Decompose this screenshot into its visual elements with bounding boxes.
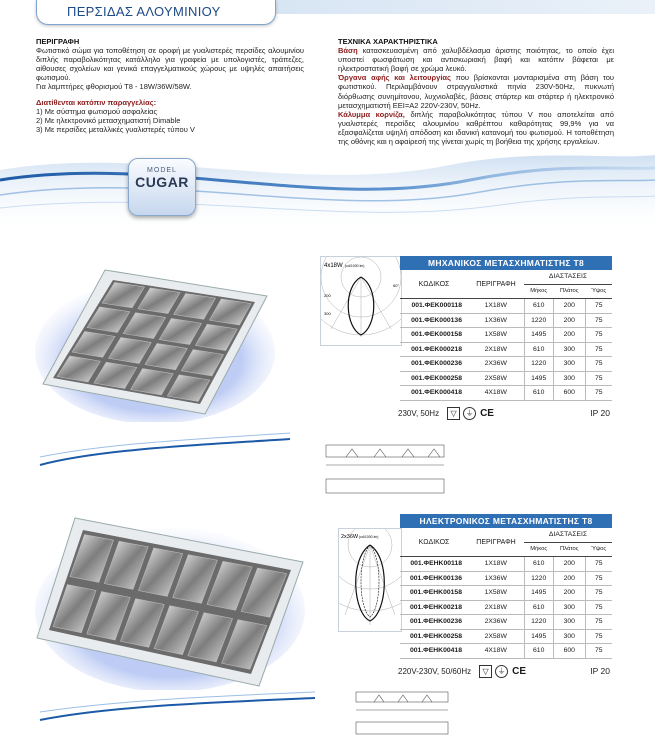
svg-text:200: 200 xyxy=(324,293,331,298)
cell-width: 300 xyxy=(553,342,585,357)
col-height: Ύψος xyxy=(585,542,612,557)
separator-line-1 xyxy=(0,425,300,470)
table-row xyxy=(400,586,612,601)
cell-width: 300 xyxy=(553,600,585,615)
cell-width: 300 xyxy=(553,357,585,372)
cell-desc: 1X58W xyxy=(468,586,524,601)
table-row xyxy=(400,629,612,644)
description-body: Φωτιστικό σώμα για τοποθέτηση σε οροφή με γυαλιστερές περσίδες αλουμινίου διπλής παραβολικότητας κατάλληλο για γραφεία με υπολογιστές, τράπεζες, αίθουσες σχολείων και γενικά επαγγελματικούς χώρους με υψηλές απαιτήσεις φωτισμού. xyxy=(36,46,304,83)
ce-mark: CE xyxy=(480,407,494,419)
cell-height: 75 xyxy=(585,571,612,586)
svg-text:60°: 60° xyxy=(393,283,400,288)
cell-desc: 2X36W xyxy=(468,357,524,372)
model-badge xyxy=(128,158,196,216)
page-title: ΠΕΡΣΙΔΑΣ ΑΛΟΥΜΙΝΙΟΥ xyxy=(36,0,276,25)
table-row xyxy=(400,299,612,314)
cell-desc: 2X18W xyxy=(468,342,524,357)
cell-length: 1220 xyxy=(524,615,553,630)
cell-desc: 1X36W xyxy=(468,313,524,328)
ground-icon: ⏚ xyxy=(463,407,476,420)
cell-code: 001.ΦΕΗΚ00118 xyxy=(400,557,468,572)
table-row xyxy=(400,557,612,572)
order-item: 3) Με περσίδες μεταλλικές γυαλιστερές τύπου V xyxy=(36,124,195,134)
table1 xyxy=(400,270,612,401)
table-row xyxy=(400,644,612,659)
ip-rating-2: IP 20 xyxy=(590,666,610,676)
technical-section xyxy=(338,37,614,146)
cell-length: 610 xyxy=(524,600,553,615)
orders-heading: Διατίθενται κατόπιν παραγγελίας: xyxy=(36,97,157,107)
cell-length: 1220 xyxy=(524,357,553,372)
col-dims: ΔΙΑΣΤΑΣΕΙΣ xyxy=(524,528,612,542)
cell-desc: 1X36W xyxy=(468,571,524,586)
cell-length: 1495 xyxy=(524,328,553,343)
col-code: ΚΩΔΙΚΟΣ xyxy=(400,270,468,299)
cell-length: 1220 xyxy=(524,313,553,328)
table-row xyxy=(400,342,612,357)
polar-label-1: 4x18W xyxy=(324,263,343,269)
col-desc: ΠΕΡΙΓΡΑΦΗ xyxy=(468,270,524,299)
cell-width: 200 xyxy=(553,313,585,328)
table-row xyxy=(400,615,612,630)
cell-code: 001.ΦΕΗΚ00418 xyxy=(400,644,468,659)
cell-desc: 2X36W xyxy=(468,615,524,630)
cell-code: 001.ΦΕΚ000136 xyxy=(400,313,468,328)
cell-code: 001.ΦΕΚ000258 xyxy=(400,371,468,386)
voltage-1: 230V, 50Hz xyxy=(398,408,440,418)
cell-desc: 2X58W xyxy=(468,629,524,644)
cell-width: 300 xyxy=(553,629,585,644)
cell-code: 001.ΦΕΚ000158 xyxy=(400,328,468,343)
cell-width: 200 xyxy=(553,328,585,343)
cell-height: 75 xyxy=(585,371,612,386)
cell-code: 001.ΦΕΚ000236 xyxy=(400,357,468,372)
col-width: Πλάτος xyxy=(553,542,585,557)
cell-length: 610 xyxy=(524,386,553,401)
cell-desc: 4X18W xyxy=(468,644,524,659)
separator-line-2 xyxy=(0,690,320,730)
cell-desc: 1X18W xyxy=(468,557,524,572)
cell-code: 001.ΦΕΚ000418 xyxy=(400,386,468,401)
cell-height: 75 xyxy=(585,313,612,328)
cell-height: 75 xyxy=(585,557,612,572)
cell-width: 300 xyxy=(553,371,585,386)
cell-length: 1495 xyxy=(524,586,553,601)
order-item: 2) Με ηλεκτρονικό μετασχηματιστή Dimable xyxy=(36,115,181,125)
cell-height: 75 xyxy=(585,386,612,401)
cell-height: 75 xyxy=(585,615,612,630)
cell-desc: 4X18W xyxy=(468,386,524,401)
decorative-wave xyxy=(0,140,655,235)
dimension-drawing-2 xyxy=(346,686,456,737)
order-item: 1) Με σύστημα φωτισμού ασφαλείας xyxy=(36,106,158,116)
cell-height: 75 xyxy=(585,600,612,615)
class-ii-icon: ▽ xyxy=(479,665,492,678)
table2-block xyxy=(400,514,612,678)
cell-length: 610 xyxy=(524,644,553,659)
table-row xyxy=(400,600,612,615)
polar-unit-2: (cd/1000 lm) xyxy=(359,535,379,539)
cell-height: 75 xyxy=(585,328,612,343)
cell-code: 001.ΦΕΗΚ00158 xyxy=(400,586,468,601)
cell-width: 200 xyxy=(553,571,585,586)
cell-desc: 2X58W xyxy=(468,371,524,386)
col-length: Μήκος xyxy=(524,542,553,557)
polar-diagram-1 xyxy=(320,256,402,346)
cell-length: 1220 xyxy=(524,571,553,586)
ce-mark: CE xyxy=(512,665,527,677)
luminaire-rectangular-image xyxy=(35,510,305,690)
cell-code: 001.ΦΕΚ000218 xyxy=(400,342,468,357)
luminaire-square-image xyxy=(35,262,275,422)
cell-length: 610 xyxy=(524,342,553,357)
table1-block xyxy=(400,256,612,420)
polar-label-2: 2x36W xyxy=(341,534,359,540)
cell-width: 600 xyxy=(553,644,585,659)
ip-rating-1: IP 20 xyxy=(590,408,610,418)
table2 xyxy=(400,528,612,659)
description-lamps: Για λαμπτήρες φθορισμού Τ8 - 18W/36W/58W. xyxy=(36,82,192,92)
cell-desc: 1X18W xyxy=(468,299,524,314)
svg-text:300: 300 xyxy=(324,311,331,316)
table-row xyxy=(400,386,612,401)
table-row xyxy=(400,328,612,343)
cell-width: 200 xyxy=(553,586,585,601)
cell-height: 75 xyxy=(585,629,612,644)
description-section xyxy=(36,37,304,134)
tech-label-base: Βάση xyxy=(338,46,358,56)
cell-code: 001.ΦΕΗΚ00236 xyxy=(400,615,468,630)
tech-label-cover: Κάλυμμα κορνίζα, xyxy=(338,109,405,119)
cell-width: 300 xyxy=(553,615,585,630)
tech-text-base: κατασκευασμένη από χαλυβδέλασμα άριστης ποιότητας, το οποίο έχει υποστεί φωσφάτωση και αντισκωριακή βαφή και κατόπιν βάφεται με ηλεκτροστατική βαφή σε χρώμα λευκό. xyxy=(338,46,614,74)
cell-height: 75 xyxy=(585,644,612,659)
ground-icon: ⏚ xyxy=(495,665,508,678)
cell-width: 200 xyxy=(553,557,585,572)
voltage-2: 220V-230V, 50/60Hz xyxy=(398,666,472,676)
table-row xyxy=(400,371,612,386)
table1-title: ΜΗΧΑΝΙΚΟΣ ΜΕΤΑΣΧΗΜΑΤΙΣΤΗΣ Τ8 xyxy=(400,256,612,270)
cell-desc: 2X18W xyxy=(468,600,524,615)
tech-text-cover: διπλής παραβολικότητας τύπου V που αποτελείται από γυαλιστερές περσίδες αλουμινίου καθρέπτου καθαρότητας 99,9% για να εξασφαλίζεται υψηλή απόδοση και ιδανική κατανομή του φωτισμού. Η τοποθέτηση της οθόνης και η αφαίρεσή της γίνεται χωρίς τη βοήθεια της χρήσης εργαλείων. xyxy=(338,109,614,147)
cell-code: 001.ΦΕΚ000118 xyxy=(400,299,468,314)
polar-diagram-2 xyxy=(338,528,402,632)
col-height: Ύψος xyxy=(585,284,612,299)
model-label: MODEL xyxy=(147,167,177,174)
table-row xyxy=(400,313,612,328)
cell-desc: 1X58W xyxy=(468,328,524,343)
tech-label-gear: Όργανα αφής και λειτουργίας xyxy=(338,73,451,83)
description-heading: ΠΕΡΙΓΡΑΦΗ xyxy=(36,37,80,46)
model-name: CUGAR xyxy=(135,174,189,190)
col-length: Μήκος xyxy=(524,284,553,299)
table-row xyxy=(400,571,612,586)
col-code: ΚΩΔΙΚΟΣ xyxy=(400,528,468,557)
cell-code: 001.ΦΕΗΚ00136 xyxy=(400,571,468,586)
cell-length: 610 xyxy=(524,557,553,572)
cell-code: 001.ΦΕΗΚ00258 xyxy=(400,629,468,644)
cell-height: 75 xyxy=(585,357,612,372)
class-ii-icon: ▽ xyxy=(447,407,460,420)
header-band xyxy=(240,0,655,14)
col-dims: ΔΙΑΣΤΑΣΕΙΣ xyxy=(524,270,612,284)
cell-width: 600 xyxy=(553,386,585,401)
tech-text-gear: που βρίσκονται μονταρισμένα στη βάση του φωτιστικού. Περιλαμβάνουν στραγγαλιστικά πηνία 230V-50Hz, πυκνωτή διόρθωσης συνημίτονου, λυχνιολαβές, βάσεις στάρτερ και στάρτερ ή ηλεκτρονικό μετασχηματιστή ΕΕΙ=Α2 220V-230V, 50Hz. xyxy=(338,73,614,110)
technical-heading: ΤΕΧΝΙΚΑ ΧΑΡΑΚΤΗΡΙΣΤΙΚΑ xyxy=(338,37,438,46)
cell-height: 75 xyxy=(585,299,612,314)
cell-length: 610 xyxy=(524,299,553,314)
polar-unit-1: (cd/1000 lm) xyxy=(345,264,365,268)
dimension-drawing-1 xyxy=(316,435,454,501)
col-width: Πλάτος xyxy=(553,284,585,299)
col-desc: ΠΕΡΙΓΡΑΦΗ xyxy=(468,528,524,557)
table-row xyxy=(400,357,612,372)
cell-code: 001.ΦΕΗΚ00218 xyxy=(400,600,468,615)
table2-title: ΗΛΕΚΤΡΟΝΙΚΟΣ ΜΕΤΑΣΧΗΜΑΤΙΣΤΗΣ Τ8 xyxy=(400,514,612,528)
cell-height: 75 xyxy=(585,342,612,357)
cell-length: 1495 xyxy=(524,371,553,386)
cell-width: 200 xyxy=(553,299,585,314)
cell-height: 75 xyxy=(585,586,612,601)
cell-length: 1495 xyxy=(524,629,553,644)
